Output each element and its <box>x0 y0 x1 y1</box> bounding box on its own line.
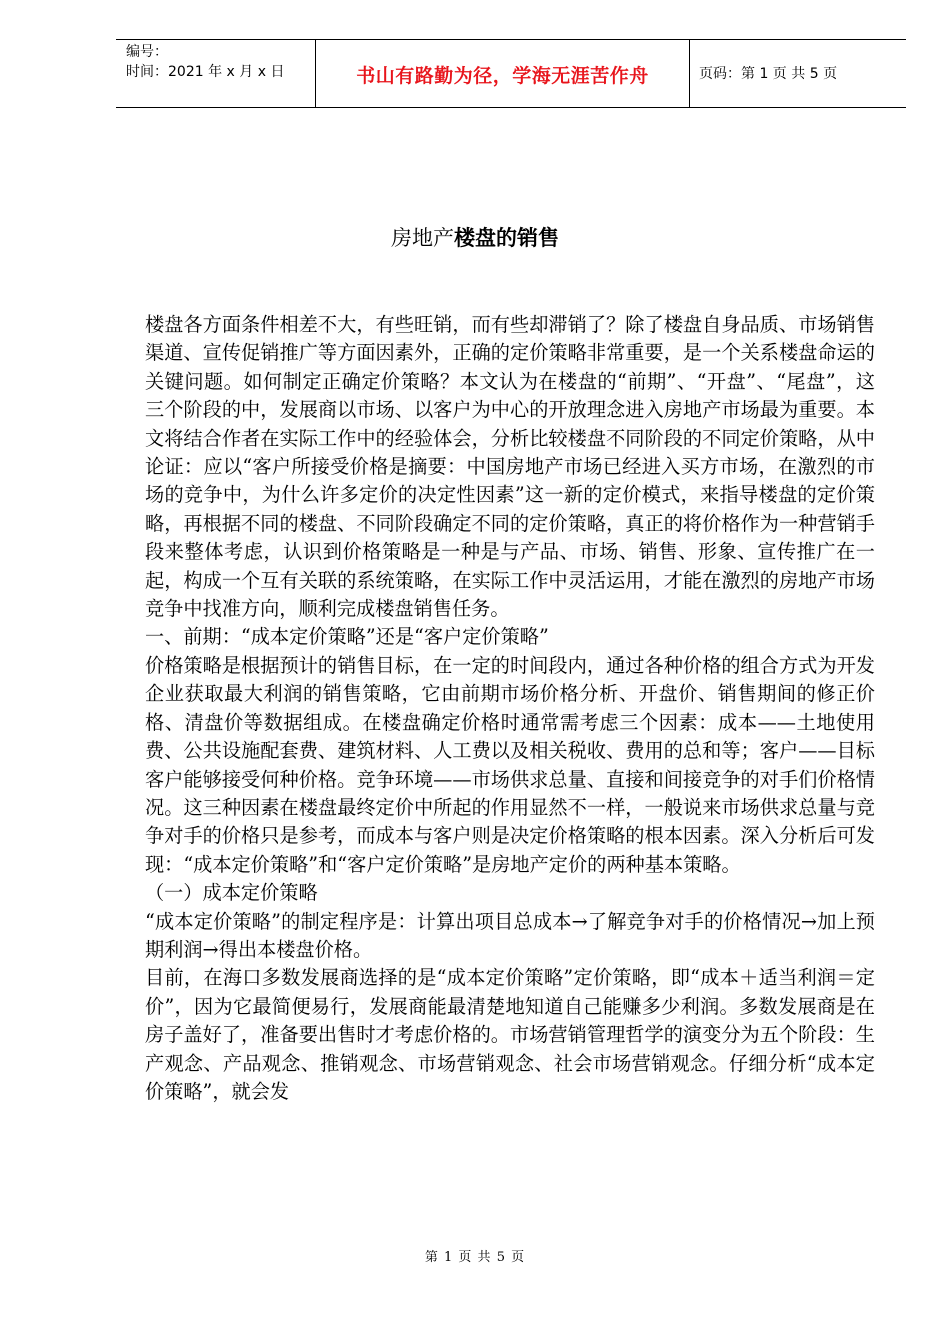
document-header <box>116 39 906 108</box>
document-body <box>145 311 875 1106</box>
title-bold: 楼盘的销售 <box>454 226 559 250</box>
paragraph-haikou: 目前，在海口多数发展商选择的是“成本定价策略”定价策略，即“成本＋适当利润＝定价”，因为它最简便易行，发展商能最清楚地知道自己能赚多少利润。多数发展商是在房子盖好了，准备要出售时才考虑价格的。市场营销管理哲学的演变分为五个阶段：生产观念、产品观念、推销观念、市场营销观念、社会市场营销观念。仔细分析“成本定价策略”，就会发 <box>145 966 875 1103</box>
paragraph-abstract: 楼盘各方面条件相差不大，有些旺销，而有些却滞销了？除了楼盘自身品质、市场销售渠道、宣传促销推广等方面因素外，正确的定价策略非常重要，是一个关系楼盘命运的关键问题。如何制定正确定价策略？本文认为在楼盘的“前期”、“开盘”、“尾盘”，这三个阶段的中，发展商以市场、以客户为中心的开放理念进入房地产市场最为重要。本文将结合作者在实际工作中的经验体会，分析比较楼盘不同阶段的不同定价策略，从中论证：应以“客户所接受价格是摘要：中国房地产市场已经进入买方市场，在激烈的市场的竞争中，为什么许多定价的决定性因素”这一新的定价模式，来指导楼盘的定价策略，再根据不同的楼盘、不同阶段确定不同的定价策略，真正的将价格作为一种营销手段来整体考虑，认识到价格策略是一种是与产品、市场、销售、形象、宣传推广在一起，构成一个互有关联的系统策略，在实际工作中灵活运用，才能在激烈的房地产市场竞争中找准方向，顺利完成楼盘销售任务。 <box>145 313 875 621</box>
header-divider-right <box>689 39 690 108</box>
header-bottom-rule <box>116 107 906 108</box>
header-motto: 书山有路勤为径，学海无涯苦作舟 <box>356 65 649 87</box>
paragraph-cost-procedure: “成本定价策略”的制定程序是：计算出项目总成本→了解竞争对手的价格情况→加上预期利润→得出本楼盘价格。 <box>145 909 875 961</box>
header-time-label: 时间：2021 年 x 月 x 日 <box>126 64 285 80</box>
header-page-label: 页码：第 1 页 共 5 页 <box>699 66 838 82</box>
document-title <box>0 222 950 252</box>
section-heading-1: 一、前期：“成本定价策略”还是“客户定价策略” <box>145 625 549 649</box>
paragraph-pricing-strategy: 价格策略是根据预计的销售目标，在一定的时间段内，通过各种价格的组合方式为开发企业获取最大利润的销售策略，它由前期市场价格分析、开盘价、销售期间的修正价格、清盘价等数据组成。在楼盘确定价格时通常需考虑三个因素：成本——土地使用费、公共设施配套费、建筑材料、人工费以及相关税收、费用的总和等；客户——目标客户能够接受何种价格。竞争环境——市场供求总量、直接和间接竞争的对手们价格情况。这三种因素在楼盘最终定价中所起的作用显然不一样，一般说来市场供求总量与竞争对手的价格只是参考，而成本与客户则是决定价格策略的根本因素。深入分析后可发现：“成本定价策略”和“客户定价策略”是房地产定价的两种基本策略。 <box>145 653 875 876</box>
header-number-label: 编号： <box>126 44 168 60</box>
page-footer: 第 1 页 共 5 页 <box>424 1250 526 1265</box>
header-top-rule <box>116 39 906 40</box>
subsection-heading-1: （一）成本定价策略 <box>145 881 318 905</box>
header-meta <box>126 42 284 82</box>
title-plain: 房地产 <box>391 226 454 250</box>
